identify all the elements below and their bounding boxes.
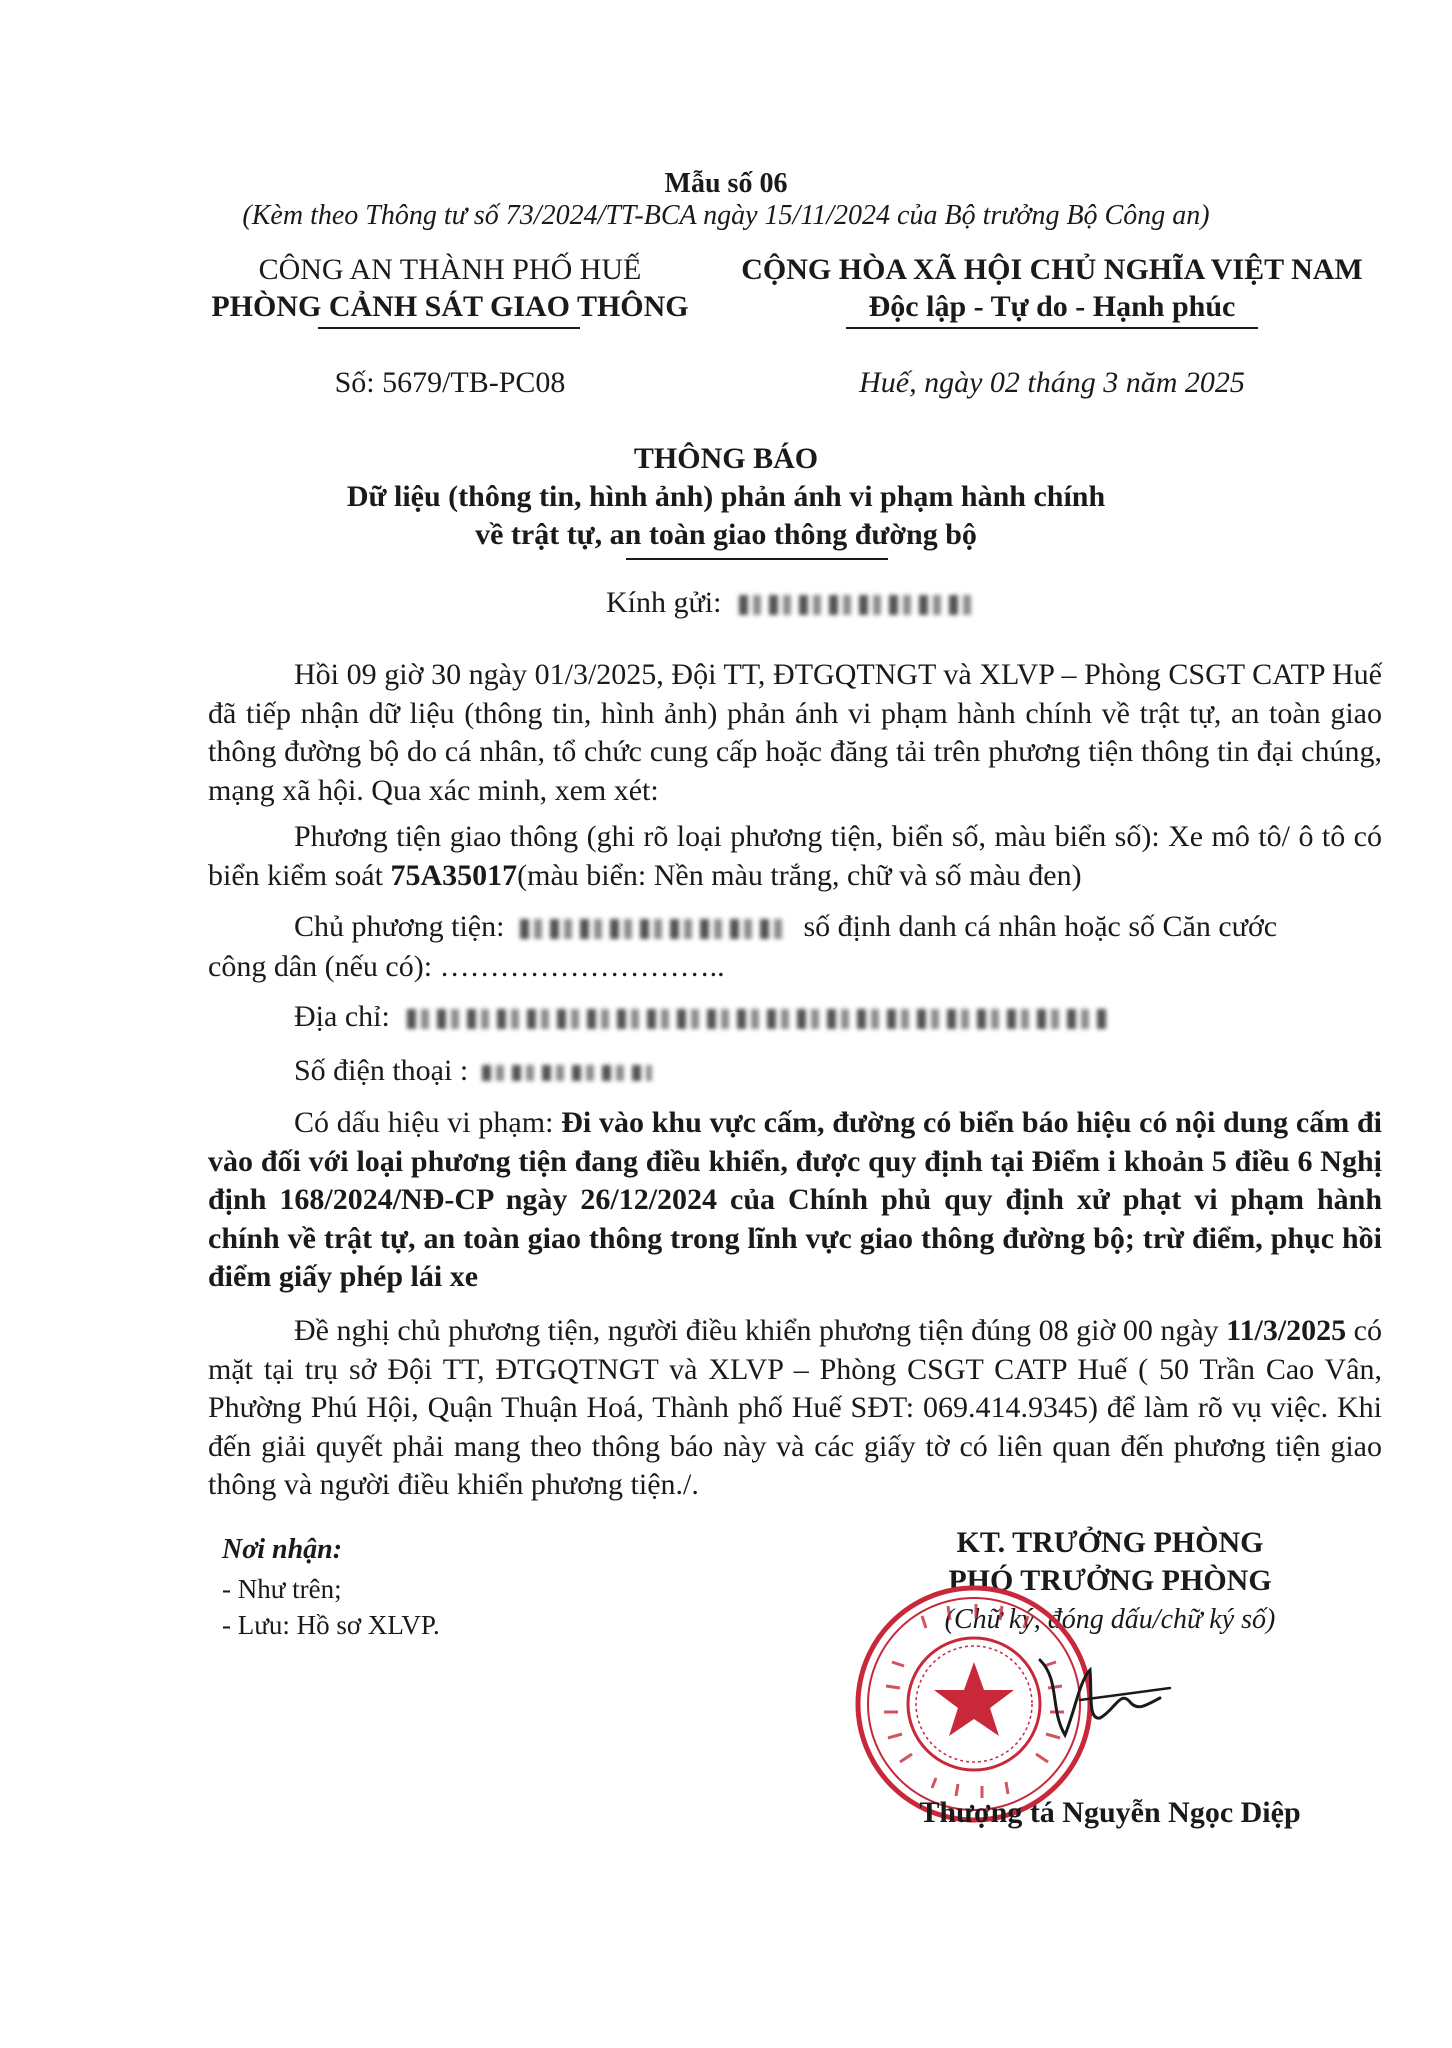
redacted-recipient xyxy=(739,595,979,615)
recipient-item: - Như trên; xyxy=(222,1574,342,1604)
owner-suffix: số định danh cá nhân hoặc số Căn cước xyxy=(803,910,1278,943)
department-name: PHÒNG CẢNH SÁT GIAO THÔNG xyxy=(211,290,689,323)
left-header-underline xyxy=(318,327,580,329)
appointment-date: 11/3/2025 xyxy=(1226,1314,1347,1347)
violation-label: Có dấu hiệu vi phạm: xyxy=(294,1106,562,1139)
owner-line xyxy=(294,910,1277,944)
handwritten-signature xyxy=(1020,1640,1180,1750)
request-paragraph xyxy=(208,1312,1382,1505)
notice-subtitle-line1: Dữ liệu (thông tin, hình ảnh) phản ánh vi phạm hành chính xyxy=(346,480,1106,513)
recipient-line xyxy=(606,586,979,620)
title-underline xyxy=(626,558,888,560)
document-number: Số: 5679/TB-PC08 xyxy=(334,366,566,399)
address-line xyxy=(294,1000,1107,1034)
notice-subtitle-line2: về trật tự, an toàn giao thông đường bộ xyxy=(475,518,977,551)
nation-name: CỘNG HÒA XÃ HỘI CHỦ NGHĨA VIỆT NAM xyxy=(741,253,1363,286)
phone-line xyxy=(294,1054,652,1088)
form-number: Mẫu số 06 xyxy=(664,168,788,199)
request-text-b: có mặt tại trụ sở Đội TT, ĐTGQTNGT và XLVP – Phòng CSGT CATP Huế ( 50 Trần Cao Vân, Phường Phú Hội, Quận Thuận Hoá, Thành phố Huế SĐT: 069.414.9345) để làm rõ vụ việc. Khi đến giải quyết phải mang theo thông báo này và các giấy tờ có liên quan đến phương tiện giao thông và người điều khiển phương tiện./. xyxy=(208,1314,1382,1501)
signer-role-line2: PHÓ TRƯỞNG PHÒNG xyxy=(948,1564,1272,1597)
signer-name: Thượng tá Nguyễn Ngọc Diệp xyxy=(919,1796,1301,1829)
id-number-line: công dân (nếu có): ……………………….. xyxy=(208,950,725,983)
request-text-a: Đề nghị chủ phương tiện, người điều khiển phương tiện đúng 08 giờ 00 ngày xyxy=(294,1314,1227,1347)
license-plate: 75A35017 xyxy=(390,858,518,892)
agency-name: CÔNG AN THÀNH PHỐ HUẾ xyxy=(258,253,642,286)
vehicle-paragraph xyxy=(208,818,1382,895)
national-motto: Độc lập - Tự do - Hạnh phúc xyxy=(868,290,1236,323)
phone-label: Số điện thoại : xyxy=(294,1054,469,1087)
signature-note: (Chữ ký, đóng dấu/chữ ký số) xyxy=(944,1604,1276,1635)
notice-title: THÔNG BÁO xyxy=(633,442,819,475)
recipient-item: - Lưu: Hồ sơ XLVP. xyxy=(222,1610,440,1640)
recipient-label: Kính gửi: xyxy=(606,586,722,619)
place-date: Huế, ngày 02 tháng 3 năm 2025 xyxy=(859,366,1245,399)
violation-description: Đi vào khu vực cấm, đường có biển báo hiệu có nội dung cấm đi vào đối với loại phương tiện đang điều khiển, được quy định tại Điểm i khoản 5 điều 6 Nghị định 168/2024/NĐ-CP ngày 26/12/2024 của Chính phủ quy định xử phạt vi phạm hành chính về trật tự, an toàn giao thông trong lĩnh vực giao thông đường bộ; trừ điểm, phục hồi điểm giấy phép lái xe xyxy=(208,1106,1382,1293)
signer-role-line1: KT. TRƯỞNG PHÒNG xyxy=(956,1526,1264,1559)
redacted-owner xyxy=(520,919,788,939)
violation-paragraph xyxy=(208,1104,1382,1297)
owner-label: Chủ phương tiện: xyxy=(294,910,505,943)
form-attachment-note: (Kèm theo Thông tư số 73/2024/TT-BCA ngày 15/11/2024 của Bộ trưởng Bộ Công an) xyxy=(242,200,1210,231)
plate-color: (màu biển: Nền màu trắng, chữ và số màu đen) xyxy=(517,858,1082,892)
redacted-address xyxy=(407,1009,1107,1029)
recipients-title: Nơi nhận: xyxy=(222,1534,343,1565)
redacted-phone xyxy=(482,1065,652,1081)
address-label: Địa chỉ: xyxy=(294,1000,390,1033)
right-header-underline xyxy=(846,327,1258,329)
intro-paragraph: Hồi 09 giờ 30 ngày 01/3/2025, Đội TT, ĐTGQTNGT và XLVP – Phòng CSGT CATP Huế đã tiếp nhận dữ liệu (thông tin, hình ảnh) phản ánh vi phạm hành chính về trật tự, an toàn giao thông đường bộ do cá nhân, tổ chức cung cấp hoặc đăng tải trên phương tiện thông tin đại chúng, mạng xã hội. Qua xác minh, xem xét: xyxy=(208,658,1382,807)
vehicle-text: Phương tiện giao thông (ghi rõ loại phương tiện, biển số, màu biển số): Xe mô tô/ ô tô có biển kiểm soát xyxy=(208,820,1382,892)
